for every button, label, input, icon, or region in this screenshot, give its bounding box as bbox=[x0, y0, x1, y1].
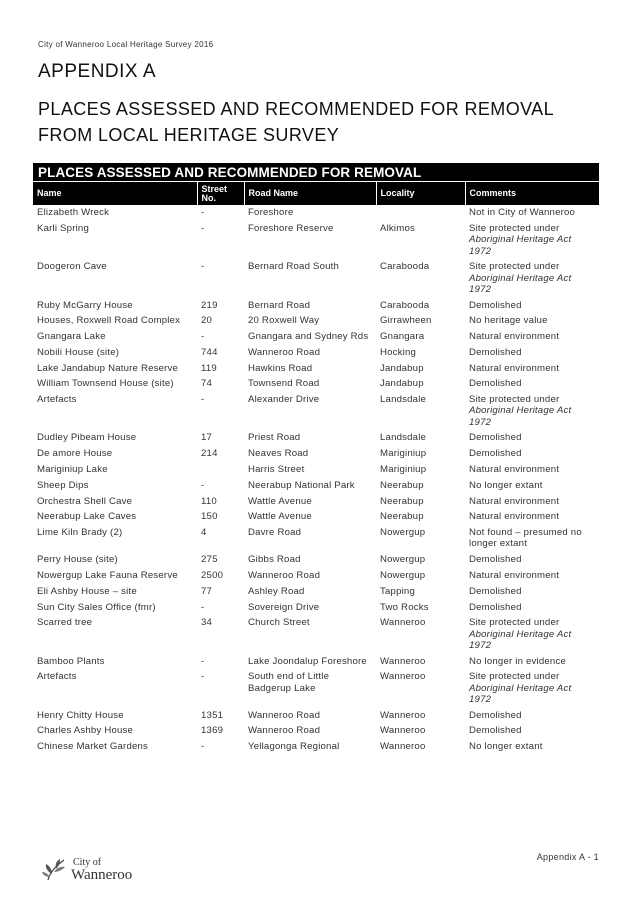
cell-street-no: - bbox=[201, 479, 205, 491]
cell-name: Houses, Roxwell Road Complex bbox=[37, 315, 181, 327]
cell-locality: Neerabup bbox=[380, 479, 424, 491]
leaf-logo-icon bbox=[40, 856, 68, 882]
cell-locality: Neerabup bbox=[380, 511, 424, 523]
comment-act-reference: Aboriginal Heritage Act 1972 bbox=[469, 628, 572, 651]
table-row bbox=[33, 478, 599, 494]
column-header-road: Road Name bbox=[244, 182, 376, 206]
comment-text: Demolished bbox=[469, 725, 522, 737]
comment-text: Demolished bbox=[469, 346, 522, 358]
cell-locality: Nowergup bbox=[380, 527, 426, 539]
logo-text bbox=[71, 857, 132, 881]
cell-comments bbox=[465, 669, 599, 707]
comment-text: No longer extant bbox=[469, 479, 543, 491]
comment-text: Site protected under bbox=[469, 223, 560, 235]
cell-street-no: 20 bbox=[201, 315, 213, 327]
comment-text: Natural environment bbox=[469, 495, 560, 507]
cell-road: Gnangara and Sydney Rds bbox=[248, 331, 369, 343]
comment-text: Demolished bbox=[469, 601, 522, 613]
cell-road: Wanneroo Road bbox=[248, 709, 321, 721]
cell-comments bbox=[465, 478, 599, 494]
cell-name: Artefacts bbox=[37, 394, 77, 406]
cell-name: Bamboo Plants bbox=[37, 655, 105, 667]
cell-street-no: 34 bbox=[201, 617, 213, 629]
cell-locality: Alkimos bbox=[380, 223, 415, 235]
table-row bbox=[33, 584, 599, 600]
cell-name: Lime Kiln Brady (2) bbox=[37, 527, 123, 539]
cell-street-no: 77 bbox=[201, 585, 213, 597]
cell-name: Sun City Sales Office (fmr) bbox=[37, 601, 156, 613]
cell-road: South end of Little Badgerup Lake bbox=[248, 671, 330, 694]
cell-street-no bbox=[197, 462, 244, 478]
cell-road: Wattle Avenue bbox=[248, 495, 312, 507]
page-title-line2: FROM LOCAL HERITAGE SURVEY bbox=[38, 125, 340, 145]
cell-road: Gibbs Road bbox=[248, 554, 301, 566]
cell-road: Wattle Avenue bbox=[248, 511, 312, 523]
table-row bbox=[33, 360, 599, 376]
comment-text: Demolished bbox=[469, 378, 522, 390]
cell-locality: Jandabup bbox=[380, 378, 424, 390]
column-header-name: Name bbox=[33, 182, 197, 206]
column-header-comments: Comments bbox=[465, 182, 599, 206]
cell-road: Neerabup National Park bbox=[248, 479, 355, 491]
cell-name: Scarred tree bbox=[37, 617, 93, 629]
cell-locality: Girrawheen bbox=[380, 315, 432, 327]
cell-street-no: - bbox=[201, 394, 205, 406]
comment-text: Natural environment bbox=[469, 331, 560, 343]
cell-locality: Carabooda bbox=[380, 261, 430, 273]
comment-text: No heritage value bbox=[469, 315, 548, 327]
cell-road: Foreshore bbox=[248, 207, 294, 219]
comment-text: Natural environment bbox=[469, 464, 560, 476]
cell-name: Dudley Pibeam House bbox=[37, 432, 137, 444]
cell-name: Elizabeth Wreck bbox=[37, 207, 110, 219]
cell-comments bbox=[465, 221, 599, 259]
cell-street-no: 74 bbox=[201, 378, 213, 390]
cell-comments bbox=[465, 653, 599, 669]
comment-act-reference: Aboriginal Heritage Act 1972 bbox=[469, 234, 572, 257]
comment-text: Natural environment bbox=[469, 570, 560, 582]
cell-road: Sovereign Drive bbox=[248, 601, 320, 613]
comment-text: No longer in evidence bbox=[469, 655, 566, 667]
cell-locality: Mariginiup bbox=[380, 448, 427, 460]
cell-road: Neaves Road bbox=[248, 448, 309, 460]
cell-road: Hawkins Road bbox=[248, 362, 313, 374]
cell-comments bbox=[465, 259, 599, 297]
cell-comments bbox=[465, 739, 599, 755]
cell-locality: Jandabup bbox=[380, 362, 424, 374]
cell-road: Yellagonga Regional bbox=[248, 741, 340, 753]
table-row bbox=[33, 707, 599, 723]
cell-locality: Landsdale bbox=[380, 394, 427, 406]
cell-street-no: 1351 bbox=[201, 709, 224, 721]
cell-locality: Gnangara bbox=[380, 331, 425, 343]
cell-road: 20 Roxwell Way bbox=[248, 315, 320, 327]
cell-name: De amore House bbox=[37, 448, 113, 460]
cell-comments bbox=[465, 360, 599, 376]
cell-locality: Wanneroo bbox=[380, 725, 426, 737]
cell-name: Lake Jandabup Nature Reserve bbox=[37, 362, 179, 374]
places-table bbox=[33, 181, 599, 755]
cell-locality: Two Rocks bbox=[380, 601, 429, 613]
removal-table bbox=[33, 163, 599, 755]
cell-locality bbox=[376, 205, 465, 221]
cell-comments bbox=[465, 509, 599, 525]
cell-street-no: - bbox=[201, 741, 205, 753]
cell-street-no: 150 bbox=[201, 511, 218, 523]
cell-street-no: 2500 bbox=[201, 570, 224, 582]
table-row bbox=[33, 739, 599, 755]
cell-comments bbox=[465, 493, 599, 509]
cell-name: Chinese Market Gardens bbox=[37, 741, 149, 753]
cell-street-no: - bbox=[201, 207, 205, 219]
cell-name: Gnangara Lake bbox=[37, 331, 106, 343]
table-caption: PLACES ASSESSED AND RECOMMENDED FOR REMOVAL bbox=[33, 163, 599, 181]
cell-street-no: 214 bbox=[201, 448, 218, 460]
comment-act-reference: Aboriginal Heritage Act 1972 bbox=[469, 405, 572, 428]
comment-text: Not in City of Wanneroo bbox=[469, 207, 576, 219]
table-header-row bbox=[33, 182, 599, 206]
cell-locality: Tapping bbox=[380, 585, 416, 597]
cell-road: Bernard Road bbox=[248, 299, 311, 311]
cell-comments bbox=[465, 376, 599, 392]
table-row bbox=[33, 493, 599, 509]
cell-name: Perry House (site) bbox=[37, 554, 118, 566]
table-row bbox=[33, 462, 599, 478]
survey-header-line: City of Wanneroo Local Heritage Survey 2016 bbox=[38, 40, 214, 49]
table-row bbox=[33, 599, 599, 615]
cell-comments bbox=[465, 615, 599, 653]
table-row bbox=[33, 313, 599, 329]
cell-name: Karli Spring bbox=[37, 223, 89, 235]
cell-road: Wanneroo Road bbox=[248, 346, 321, 358]
table-row bbox=[33, 525, 599, 552]
cell-comments bbox=[465, 205, 599, 221]
cell-street-no: - bbox=[201, 655, 205, 667]
comment-text: Site protected under bbox=[469, 671, 560, 683]
cell-comments bbox=[465, 345, 599, 361]
table-row bbox=[33, 568, 599, 584]
cell-name: Eli Ashby House – site bbox=[37, 585, 137, 597]
cell-comments bbox=[465, 707, 599, 723]
cell-road: Priest Road bbox=[248, 432, 301, 444]
cell-name: Sheep Dips bbox=[37, 479, 89, 491]
comment-act-reference: Aboriginal Heritage Act 1972 bbox=[469, 682, 572, 705]
comment-text: Site protected under bbox=[469, 261, 560, 273]
table-row bbox=[33, 430, 599, 446]
page-title-line1: PLACES ASSESSED AND RECOMMENDED FOR REMOVAL bbox=[38, 99, 554, 119]
table-row bbox=[33, 297, 599, 313]
cell-road: Wanneroo Road bbox=[248, 725, 321, 737]
table-row bbox=[33, 446, 599, 462]
table-row bbox=[33, 552, 599, 568]
cell-street-no: - bbox=[201, 223, 205, 235]
cell-locality: Landsdale bbox=[380, 432, 427, 444]
comment-text: Demolished bbox=[469, 554, 522, 566]
cell-street-no: 744 bbox=[201, 346, 218, 358]
comment-text: No longer extant bbox=[469, 741, 543, 753]
cell-road: Bernard Road South bbox=[248, 261, 340, 273]
comment-text: Site protected under bbox=[469, 617, 560, 629]
cell-street-no: 219 bbox=[201, 299, 218, 311]
cell-comments bbox=[465, 568, 599, 584]
table-row bbox=[33, 221, 599, 259]
cell-name: Charles Ashby House bbox=[37, 725, 134, 737]
comment-text: Demolished bbox=[469, 709, 522, 721]
cell-street-no: - bbox=[201, 671, 205, 683]
cell-comments bbox=[465, 313, 599, 329]
logo-line2: Wanneroo bbox=[71, 867, 133, 883]
table-row bbox=[33, 376, 599, 392]
table-row bbox=[33, 329, 599, 345]
cell-street-no: 17 bbox=[201, 432, 213, 444]
cell-name: Nowergup Lake Fauna Reserve bbox=[37, 570, 178, 582]
cell-locality: Wanneroo bbox=[380, 671, 426, 683]
cell-comments bbox=[465, 525, 599, 552]
cell-comments bbox=[465, 430, 599, 446]
cell-comments bbox=[465, 599, 599, 615]
cell-locality: Nowergup bbox=[380, 570, 426, 582]
table-row bbox=[33, 669, 599, 707]
column-header-locality: Locality bbox=[376, 182, 465, 206]
table-row bbox=[33, 653, 599, 669]
cell-road: Wanneroo Road bbox=[248, 570, 321, 582]
cell-comments bbox=[465, 552, 599, 568]
comment-text: Not found – presumed no longer extant bbox=[469, 527, 582, 550]
table-row bbox=[33, 392, 599, 430]
cell-road: Foreshore Reserve bbox=[248, 223, 334, 235]
comment-text: Demolished bbox=[469, 299, 522, 311]
cell-road: Townsend Road bbox=[248, 378, 320, 390]
cell-comments bbox=[465, 446, 599, 462]
cell-locality: Wanneroo bbox=[380, 655, 426, 667]
page-title bbox=[38, 96, 554, 148]
cell-locality: Neerabup bbox=[380, 495, 424, 507]
table-row bbox=[33, 723, 599, 739]
table-row bbox=[33, 509, 599, 525]
column-header-street-no: Street No. bbox=[197, 182, 244, 206]
cell-comments bbox=[465, 297, 599, 313]
cell-street-no: 275 bbox=[201, 554, 218, 566]
cell-comments bbox=[465, 392, 599, 430]
cell-name: Doogeron Cave bbox=[37, 261, 107, 273]
cell-comments bbox=[465, 723, 599, 739]
comment-text: Natural environment bbox=[469, 511, 560, 523]
logo-line1: City of bbox=[73, 857, 102, 868]
cell-comments bbox=[465, 584, 599, 600]
cell-locality: Wanneroo bbox=[380, 617, 426, 629]
comment-text: Demolished bbox=[469, 585, 522, 597]
cell-comments bbox=[465, 329, 599, 345]
cell-locality: Wanneroo bbox=[380, 709, 426, 721]
cell-road: Ashley Road bbox=[248, 585, 305, 597]
table-row bbox=[33, 615, 599, 653]
table-row bbox=[33, 205, 599, 221]
cell-name: Orchestra Shell Cave bbox=[37, 495, 133, 507]
cell-street-no: - bbox=[201, 601, 205, 613]
cell-street-no: - bbox=[201, 261, 205, 273]
cell-name: Henry Chitty House bbox=[37, 709, 124, 721]
comment-act-reference: Aboriginal Heritage Act 1972 bbox=[469, 272, 572, 295]
table-row bbox=[33, 259, 599, 297]
cell-locality: Mariginiup bbox=[380, 464, 427, 476]
cell-road: Davre Road bbox=[248, 527, 302, 539]
cell-road: Harris Street bbox=[248, 464, 305, 476]
cell-name: Artefacts bbox=[37, 671, 77, 683]
table-row bbox=[33, 345, 599, 361]
cell-name: Neerabup Lake Caves bbox=[37, 511, 137, 523]
table-body bbox=[33, 205, 599, 755]
cell-road: Alexander Drive bbox=[248, 394, 320, 406]
appendix-title: APPENDIX A bbox=[38, 61, 156, 82]
cell-street-no: 110 bbox=[201, 495, 217, 507]
comment-text: Demolished bbox=[469, 432, 522, 444]
cell-street-no: - bbox=[201, 331, 205, 343]
cell-street-no: 1369 bbox=[201, 725, 224, 737]
comment-text: Natural environment bbox=[469, 362, 560, 374]
cell-road: Church Street bbox=[248, 617, 310, 629]
cell-locality: Wanneroo bbox=[380, 741, 426, 753]
cell-name: William Townsend House (site) bbox=[37, 378, 174, 390]
cell-name: Ruby McGarry House bbox=[37, 299, 133, 311]
cell-locality: Hocking bbox=[380, 346, 417, 358]
cell-street-no: 119 bbox=[201, 362, 217, 374]
cell-road: Lake Joondalup Foreshore bbox=[248, 655, 367, 667]
cell-name: Mariginiup Lake bbox=[37, 464, 108, 476]
cell-street-no: 4 bbox=[201, 527, 207, 539]
cell-name: Nobili House (site) bbox=[37, 346, 120, 358]
comment-text: Demolished bbox=[469, 448, 522, 460]
comment-text: Site protected under bbox=[469, 394, 560, 406]
city-logo bbox=[40, 856, 132, 882]
page-number: Appendix A - 1 bbox=[536, 852, 599, 862]
cell-locality: Nowergup bbox=[380, 554, 426, 566]
cell-locality: Carabooda bbox=[380, 299, 430, 311]
cell-comments bbox=[465, 462, 599, 478]
